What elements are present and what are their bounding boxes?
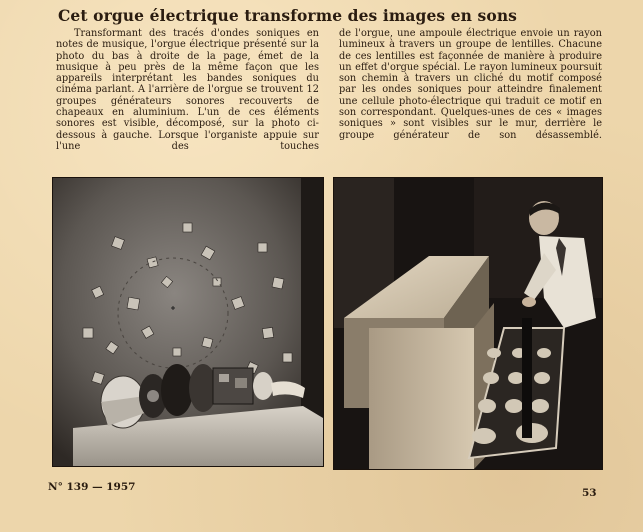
issue-number: N° 139 — 1957 [48,481,136,493]
left-text-column [56,28,319,152]
photo-sound-generator [52,177,324,467]
left-column-text: Transformant des tracés d'ondes soniques en notes de musique, l'orgue électrique présenté sur la photo du bas à droite de la page, émet de la musique à peu près de la même façon que les appareils interprétant les bandes soniques du cinéma parlant. A l'arrière de l'orgue se trouvent 12 groupes générateurs sonores recouverts de chapeaux en aluminium. L'un de ces éléments sonores est visible, décomposé, sur la photo ci-dessous à gauche. Lorsque l'organiste appuie sur l'une des touches [56,28,319,152]
right-text-column [339,28,602,141]
photo-electric-organ [333,177,603,470]
article-title: Cet orgue électrique transforme des images en sons [58,6,518,25]
photo-electric-organ-image [334,178,602,469]
page-number: 53 [582,487,597,499]
photo-sound-generator-image [53,178,323,466]
right-column-text: de l'orgue, une ampoule électrique envoie un rayon lumineux à travers un groupe de lentilles. Chacune de ces lentilles est façonnée de manière à produire un effet d'orgue spécial. Le rayon lumineux poursuit son chemin à travers un cliché du motif composé par les ondes soniques pour atteindre finalement une cellule photo-électrique qui traduit ce motif en son correspondant. Quelques-unes de ces « images soniques » sont visibles sur le mur, derrière le groupe générateur de son désassemblé. [339,28,602,141]
